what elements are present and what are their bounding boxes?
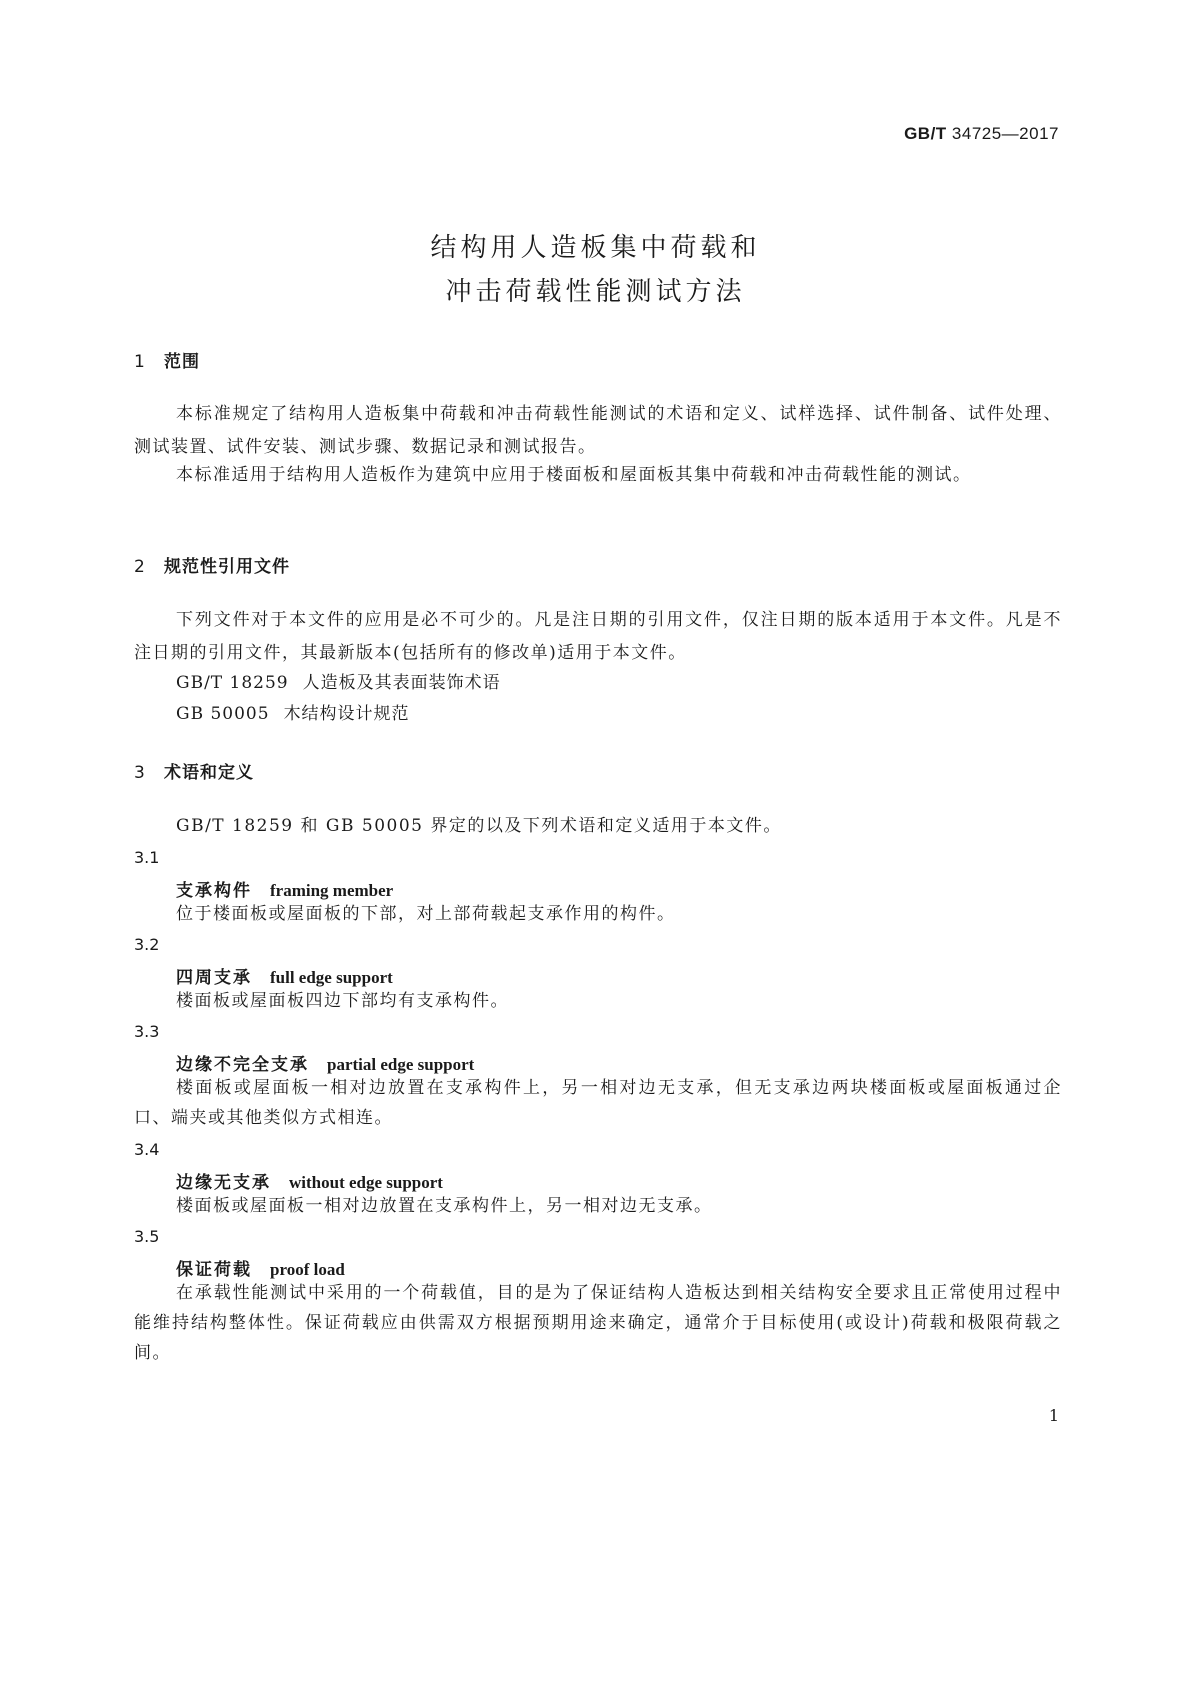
term-entry — [176, 1168, 443, 1193]
paragraph: 本标准规定了结构用人造板集中荷载和冲击荷载性能测试的术语和定义、试样选择、试件制备、试件处理、测试装置、试件安装、测试步骤、数据记录和测试报告。 — [134, 404, 1062, 457]
section-title: 术语和定义 — [164, 763, 254, 783]
term-number: 3.5 — [134, 1227, 160, 1246]
section-title: 范围 — [164, 352, 200, 372]
term-english: partial edge support — [327, 1055, 475, 1074]
term-entry — [176, 963, 393, 988]
reference-code: GB 50005 — [176, 704, 270, 724]
reference-item — [176, 668, 501, 693]
term-english: proof load — [270, 1260, 345, 1279]
document-title — [0, 226, 1191, 314]
term-definition: 在承载性能测试中采用的一个荷载值，目的是为了保证结构人造板达到相关结构安全要求且正常使用过程中能维持结构整体性。保证荷载应由供需双方根据预期用途来确定，通常介于目标使用(或设计)荷载和极限荷载之间。 — [134, 1283, 1062, 1363]
term-number: 3.2 — [134, 935, 160, 954]
title-line-2: 冲击荷载性能测试方法 — [445, 277, 746, 307]
term-english: full edge support — [270, 968, 393, 987]
term-chinese: 四周支承 — [176, 968, 252, 988]
reference-title: 木结构设计规范 — [283, 704, 410, 724]
paragraph: GB/T 18259 和 GB 50005 界定的以及下列术语和定义适用于本文件。 — [176, 816, 782, 836]
section-number: 3 — [134, 763, 146, 783]
term-entry — [176, 1050, 474, 1075]
standard-code — [904, 124, 1059, 144]
term-number: 3.4 — [134, 1140, 160, 1159]
section-number: 1 — [134, 352, 146, 372]
page-number: 1 — [1048, 1406, 1059, 1425]
section-heading-2 — [134, 552, 290, 577]
term-chinese: 支承构件 — [176, 881, 252, 901]
section-heading-1 — [134, 347, 200, 372]
term-definition: 楼面板或屋面板四边下部均有支承构件。 — [176, 991, 509, 1011]
term-chinese: 边缘不完全支承 — [176, 1055, 309, 1075]
term-number: 3.3 — [134, 1022, 160, 1041]
paragraph: 下列文件对于本文件的应用是必不可少的。凡是注日期的引用文件，仅注日期的版本适用于本文件。凡是不注日期的引用文件，其最新版本(包括所有的修改单)适用于本文件。 — [134, 610, 1062, 663]
term-definition: 楼面板或屋面板一相对边放置在支承构件上，另一相对边无支承。 — [176, 1196, 713, 1216]
section-heading-3 — [134, 758, 254, 783]
standard-code-number: 34725—2017 — [951, 124, 1059, 143]
term-entry — [176, 1255, 345, 1280]
reference-code: GB/T 18259 — [176, 673, 289, 693]
term-number: 3.1 — [134, 848, 160, 867]
paragraph: 本标准适用于结构用人造板作为建筑中应用于楼面板和屋面板其集中荷载和冲击荷载性能的测试。 — [176, 465, 972, 485]
term-definition: 楼面板或屋面板一相对边放置在支承构件上，另一相对边无支承，但无支承边两块楼面板或屋面板通过企口、端夹或其他类似方式相连。 — [134, 1078, 1062, 1128]
title-line-1: 结构用人造板集中荷载和 — [430, 233, 761, 263]
section-number: 2 — [134, 557, 146, 577]
section-title: 规范性引用文件 — [164, 557, 290, 577]
term-english: framing member — [270, 881, 394, 900]
term-english: without edge support — [289, 1173, 443, 1192]
reference-title: 人造板及其表面装饰术语 — [302, 673, 501, 693]
term-definition: 位于楼面板或屋面板的下部，对上部荷载起支承作用的构件。 — [176, 904, 676, 924]
term-chinese: 保证荷载 — [176, 1260, 252, 1280]
term-chinese: 边缘无支承 — [176, 1173, 271, 1193]
reference-item — [176, 699, 410, 724]
standard-code-prefix: GB/T — [904, 124, 947, 143]
term-entry — [176, 876, 393, 901]
